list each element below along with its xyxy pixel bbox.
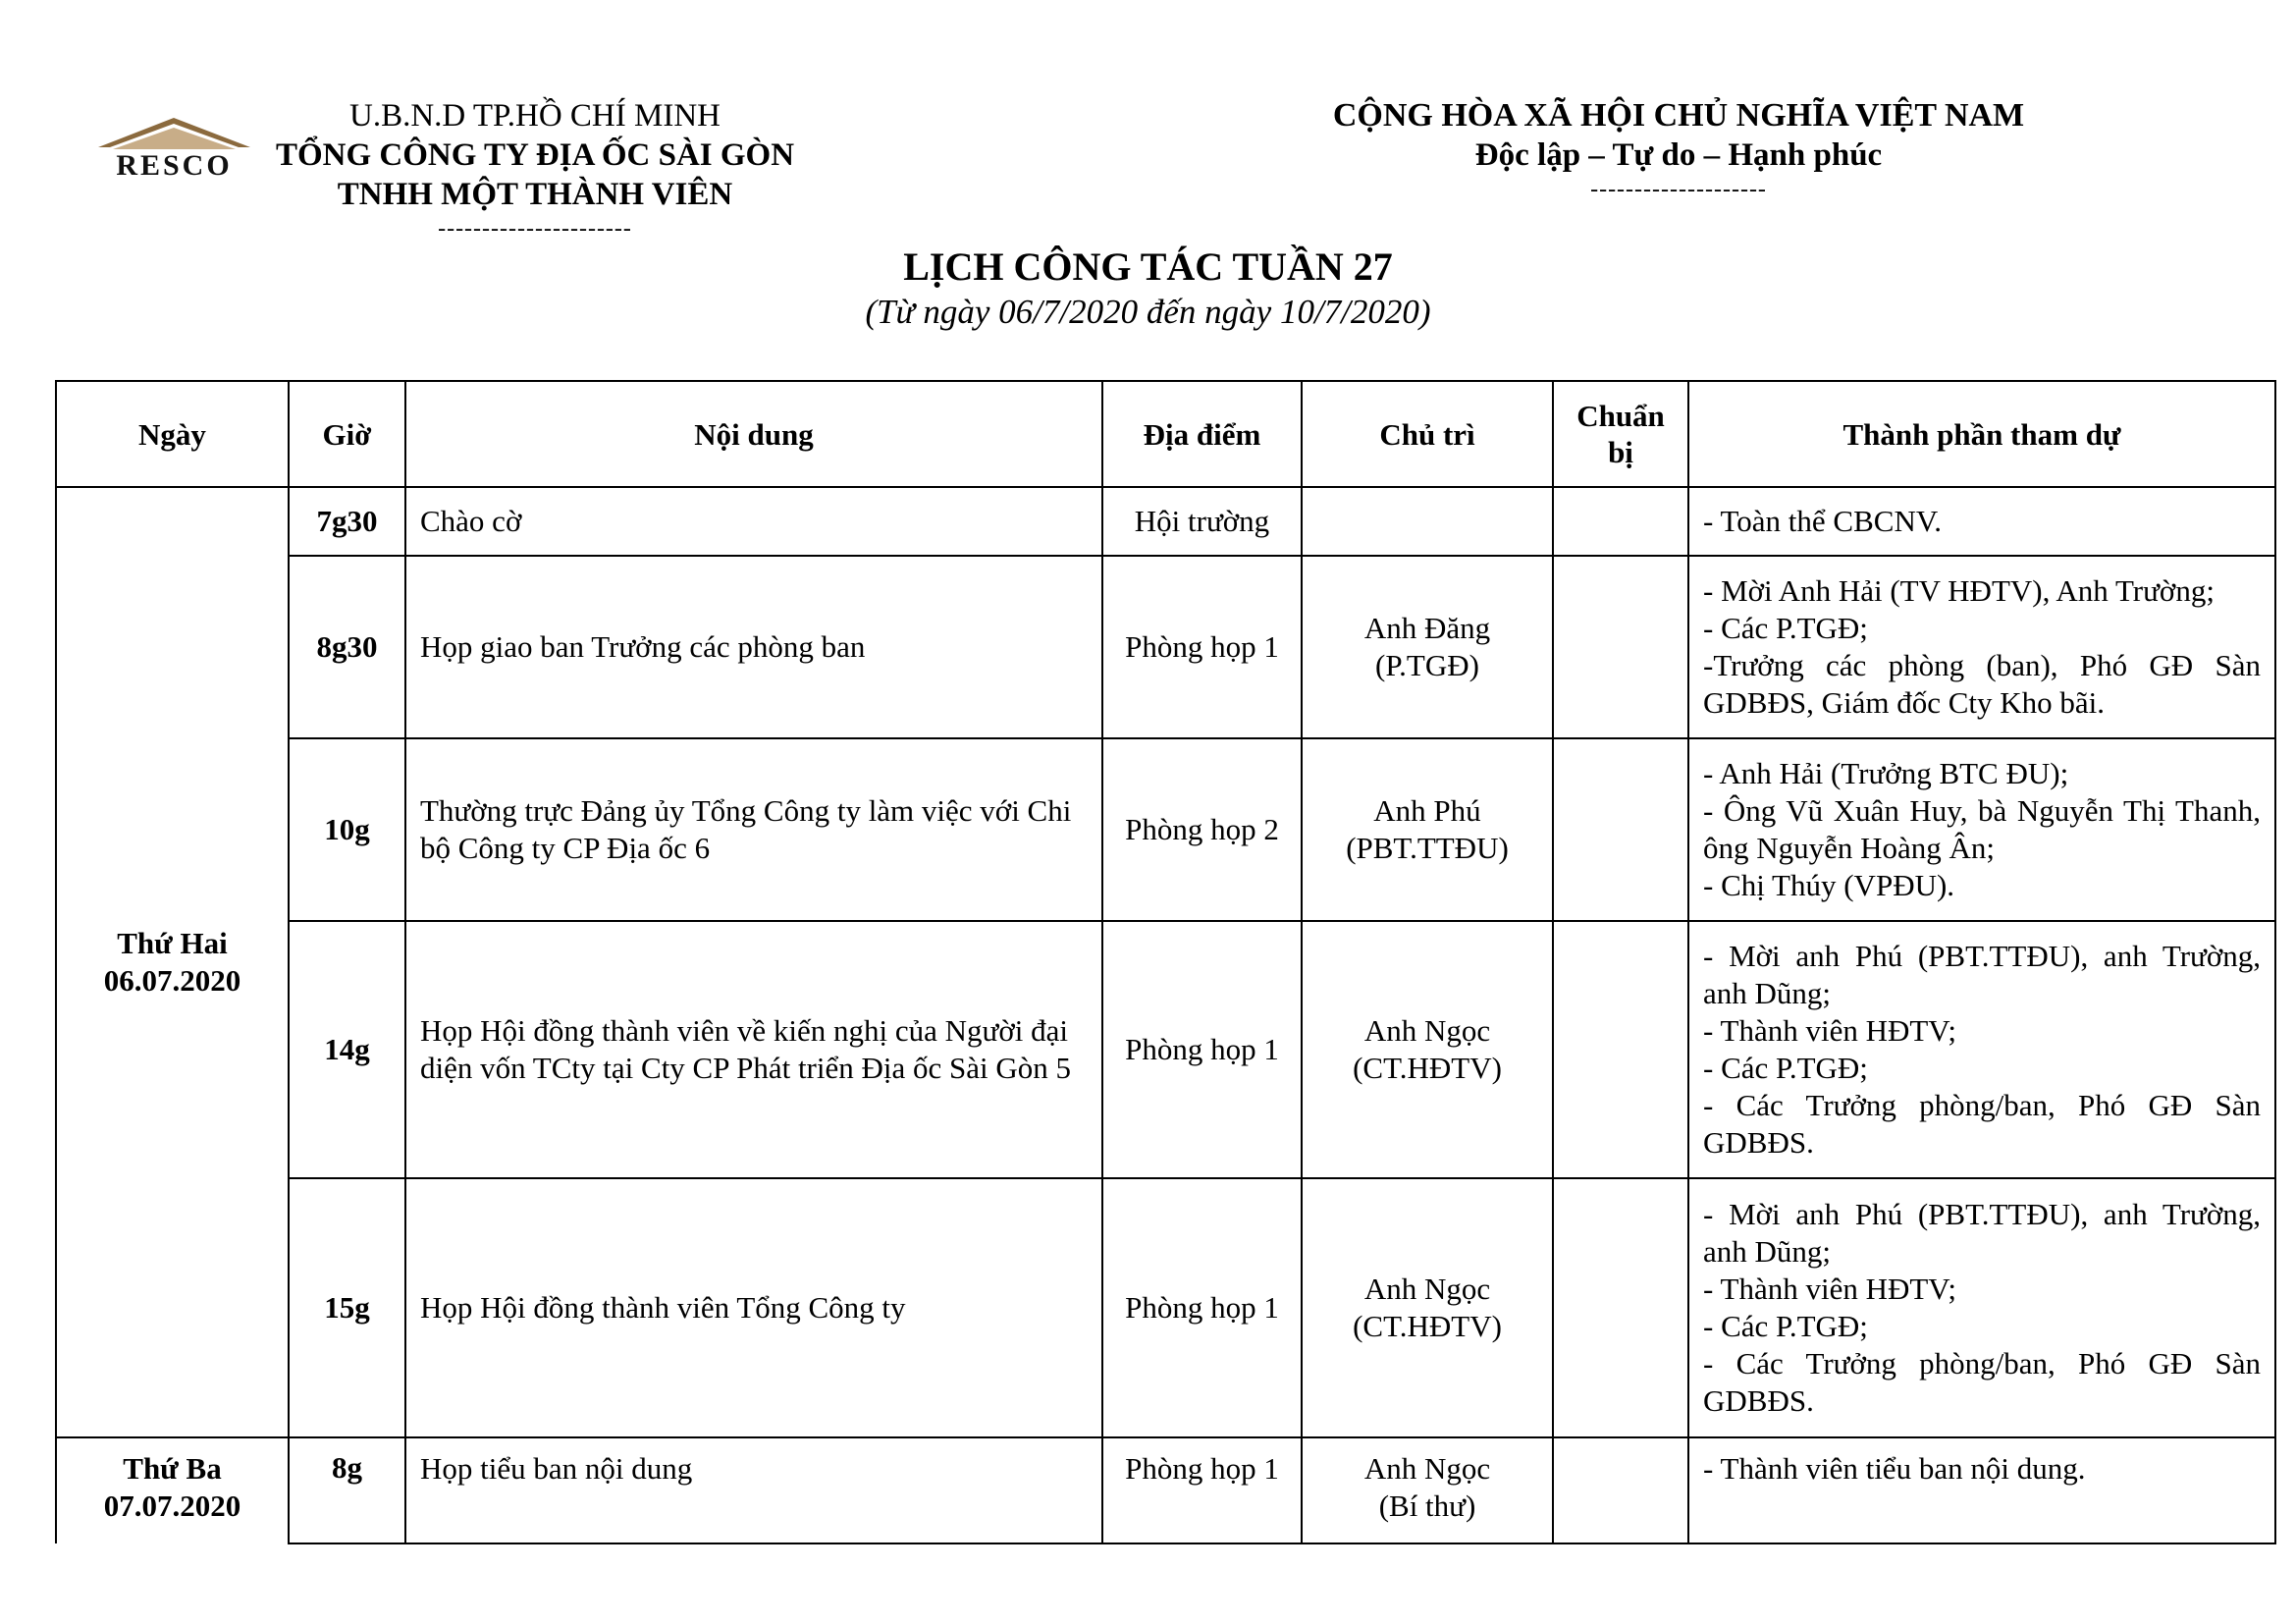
host-name: Anh Đăng: [1363, 611, 1491, 645]
time-cell: 8g30: [289, 556, 405, 738]
header-host: Chủ trì: [1302, 381, 1553, 487]
attendee-line: -Trưởng các phòng (ban), Phó GĐ Sàn GDBĐS, Giám đốc Cty Kho bãi.: [1703, 648, 2261, 720]
attendee-line: - Các P.TGĐ;: [1703, 1051, 1868, 1085]
table-row: [56, 738, 2275, 921]
attendee-line: - Các Trưởng phòng/ban, Phó GĐ Sàn GDBĐS.: [1703, 1088, 2261, 1160]
attendee-line: - Mời anh Phú (PBT.TTĐU), anh Trường, anh Dũng;: [1703, 1197, 2261, 1269]
organization-header: [265, 96, 805, 244]
attendee-line: - Thành viên tiểu ban nội dung.: [1703, 1451, 2086, 1486]
day-date: 07.07.2020: [103, 1489, 241, 1523]
host-cell: [1302, 738, 1553, 921]
attendees-cell: [1688, 1178, 2275, 1437]
host-cell: [1302, 556, 1553, 738]
attendee-line: - Thành viên HĐTV;: [1703, 1272, 1956, 1306]
host-cell: [1302, 1178, 1553, 1437]
attendee-line: - Các P.TGĐ;: [1703, 1309, 1868, 1343]
logo-text: RESCO: [116, 149, 233, 182]
content-cell: Họp Hội đồng thành viên Tổng Công ty: [405, 1178, 1102, 1437]
location-cell: Phòng họp 1: [1102, 1437, 1302, 1543]
prep-cell: [1553, 738, 1688, 921]
host-title: (PBT.TTĐU): [1346, 831, 1509, 865]
host-cell: [1302, 921, 1553, 1178]
time-cell: 7g30: [289, 487, 405, 556]
org-divider: ----------------------: [438, 216, 632, 242]
content-cell: Chào cờ: [405, 487, 1102, 556]
location-cell: Phòng họp 2: [1102, 738, 1302, 921]
table-row: [56, 556, 2275, 738]
host-name: Anh Ngọc: [1363, 1013, 1491, 1048]
content-cell: Họp giao ban Trưởng các phòng ban: [405, 556, 1102, 738]
attendee-line: - Các P.TGĐ;: [1703, 611, 1868, 645]
header-content: Nội dung: [405, 381, 1102, 487]
document-subtitle: (Từ ngày 06/7/2020 đến ngày 10/7/2020): [865, 293, 1431, 331]
host-cell: [1302, 1437, 1553, 1543]
attendee-line: - Chị Thúy (VPĐU).: [1703, 868, 1955, 902]
attendee-line: - Các Trưởng phòng/ban, Phó GĐ Sàn GDBĐS.: [1703, 1346, 2261, 1418]
attendee-line: - Mời anh Phú (PBT.TTĐU), anh Trường, anh Dũng;: [1703, 939, 2261, 1010]
org-line-3: TNHH MỘT THÀNH VIÊN: [337, 177, 733, 212]
prep-cell: [1553, 1178, 1688, 1437]
host-title: (P.TGĐ): [1375, 648, 1479, 682]
location-cell: Phòng họp 1: [1102, 1178, 1302, 1437]
day-date: 06.07.2020: [103, 963, 241, 998]
header-prep: Chuẩn bị: [1553, 381, 1688, 487]
day-name: Thứ Hai: [117, 926, 228, 960]
table-row: [56, 921, 2275, 1178]
attendee-line: - Ông Vũ Xuân Huy, bà Nguyễn Thị Thanh, ông Nguyễn Hoàng Ân;: [1703, 793, 2261, 865]
schedule-table: [55, 380, 2276, 1544]
national-motto: Độc lập – Tự do – Hạnh phúc: [1474, 137, 1883, 173]
header-day: Ngày: [56, 381, 289, 487]
prep-cell: [1553, 556, 1688, 738]
resco-logo: [93, 116, 255, 182]
host-name: Anh Ngọc: [1363, 1451, 1491, 1486]
attendee-line: - Anh Hải (Trưởng BTC ĐU);: [1703, 756, 2069, 790]
host-title: (CT.HĐTV): [1353, 1051, 1502, 1085]
national-divider: --------------------: [1590, 177, 1767, 202]
time-cell: 14g: [289, 921, 405, 1178]
prep-cell: [1553, 1437, 1688, 1543]
prep-cell: [1553, 921, 1688, 1178]
document-title: LỊCH CÔNG TÁC TUẦN 27: [903, 244, 1393, 289]
content-cell: Thường trực Đảng ủy Tổng Công ty làm việc với Chi bộ Công ty CP Địa ốc 6: [405, 738, 1102, 921]
prep-cell: [1553, 487, 1688, 556]
org-line-1: U.B.N.D TP.HỒ CHÍ MINH: [348, 98, 721, 134]
attendees-cell: [1688, 921, 2275, 1178]
time-cell: 10g: [289, 738, 405, 921]
host-title: (Bí thư): [1378, 1489, 1476, 1523]
table-row: [56, 1178, 2275, 1437]
attendee-line: - Thành viên HĐTV;: [1703, 1013, 1956, 1048]
header-time: Giờ: [289, 381, 405, 487]
day-cell: [56, 487, 289, 1437]
host-title: (CT.HĐTV): [1353, 1309, 1502, 1343]
location-cell: Hội trường: [1102, 487, 1302, 556]
table-header-row: [56, 381, 2275, 487]
attendees-cell: [1688, 487, 2275, 556]
table-row: [56, 487, 2275, 556]
attendees-cell: [1688, 1437, 2275, 1543]
day-cell: [56, 1437, 289, 1543]
location-cell: Phòng họp 1: [1102, 921, 1302, 1178]
attendees-cell: [1688, 556, 2275, 738]
table-row: [56, 1437, 2275, 1543]
attendees-cell: [1688, 738, 2275, 921]
national-header: [1325, 96, 2032, 204]
host-name: Anh Phú: [1373, 793, 1481, 828]
national-title: CỘNG HÒA XÃ HỘI CHỦ NGHĨA VIỆT NAM: [1332, 97, 2025, 134]
attendee-line: - Mời Anh Hải (TV HĐTV), Anh Trường;: [1703, 573, 2215, 608]
day-name: Thứ Ba: [123, 1451, 222, 1486]
header-location: Địa điểm: [1102, 381, 1302, 487]
time-cell: 8g: [289, 1437, 405, 1543]
attendee-line: - Toàn thể CBCNV.: [1703, 504, 1942, 538]
content-cell: Họp tiểu ban nội dung: [405, 1437, 1102, 1543]
content-cell: Họp Hội đồng thành viên về kiến nghị của Người đại diện vốn TCty tại Cty CP Phát triển Địa ốc Sài Gòn 5: [405, 921, 1102, 1178]
host-name: Anh Ngọc: [1363, 1272, 1491, 1306]
host-cell: [1302, 487, 1553, 556]
org-line-2: TỔNG CÔNG TY ĐỊA ỐC SÀI GÒN: [275, 137, 795, 173]
time-cell: 15g: [289, 1178, 405, 1437]
header-attendees: Thành phần tham dự: [1688, 381, 2275, 487]
location-cell: Phòng họp 1: [1102, 556, 1302, 738]
